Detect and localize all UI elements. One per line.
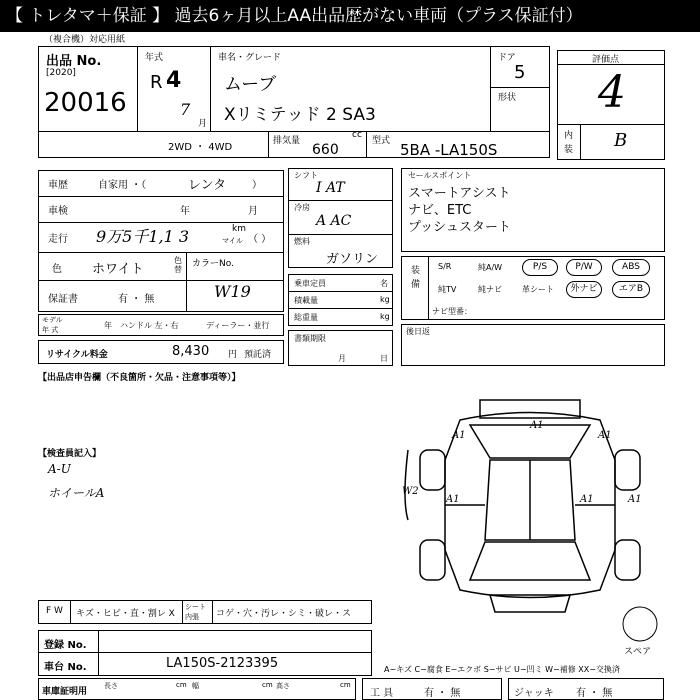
shift-value: I AT: [316, 180, 345, 196]
chassis-value: LA150S-2123395: [166, 656, 279, 671]
displacement-value: 660: [312, 142, 339, 158]
mileage-mile: マイル: [222, 237, 243, 245]
navi-model-label: ナビ型番：: [432, 307, 472, 316]
score-value: 4: [598, 67, 626, 118]
warranty-label: 保証書: [48, 294, 78, 305]
spare-tire-icon: [618, 604, 662, 644]
recycle-unit: 円: [228, 350, 238, 360]
jack-label: ジャッキ: [514, 688, 554, 699]
type-value: 5BA -LA150S: [400, 141, 498, 159]
tools-label: 工 具: [370, 688, 394, 699]
recycle-label: リサイクル料金: [46, 350, 108, 360]
recycle-value: 8,430: [172, 344, 210, 359]
mark-a1-rear-right: A1: [598, 430, 612, 441]
lot-sub: [2020]: [46, 68, 76, 78]
chassis-label: 車台 No.: [44, 662, 87, 673]
rear-right-wheel: [615, 450, 640, 490]
color-no: W19: [214, 282, 251, 301]
shift-label: シフト: [294, 171, 318, 180]
ac-label: 冷房: [294, 203, 310, 212]
cert-length: 長さ: [104, 682, 118, 690]
score-label: 評価点: [592, 55, 620, 65]
inspector-note-2: ホイールA: [48, 486, 105, 500]
doc-deadline-month: 月: [338, 354, 346, 363]
rear-left-wheel: [420, 450, 445, 490]
fuel-value: ガソリン: [326, 252, 379, 267]
front-right-wheel: [615, 540, 640, 580]
weight-unit: kg: [380, 312, 390, 321]
inspection-month: 月: [248, 206, 258, 217]
model-year-label-2: 年 式: [42, 326, 59, 334]
doc-deadline-label: 書類期限: [294, 334, 326, 343]
mileage-km: km: [232, 224, 246, 234]
back-date-block: [401, 324, 665, 366]
interior-score: B: [614, 130, 628, 151]
doc-deadline-day: 日: [380, 354, 388, 363]
shape-label: 形状: [498, 93, 517, 103]
doors-label: ドア: [498, 53, 516, 63]
dealer-type: ディーラー・並行: [206, 321, 270, 330]
mark-a1-rear: A1: [530, 420, 544, 431]
tools-value: 有 ・ 無: [424, 688, 461, 699]
handle-side: ハンドル 左・右: [120, 321, 179, 330]
cert-width: 幅: [192, 682, 199, 690]
equip-ps: P/S: [522, 259, 558, 276]
report-title: 【出品店申告欄（不良箇所・欠品・注意事項等）】: [38, 373, 241, 383]
inspection-year: 年: [180, 206, 190, 217]
history-text: 自家用 ・（: [98, 180, 147, 191]
model-name: ムーブ: [224, 74, 277, 95]
model-year-label: モデル: [42, 316, 63, 324]
windshield-outline: [470, 542, 590, 580]
registration-label: 登録 No.: [44, 640, 87, 651]
inspection-label: 車検: [48, 206, 68, 217]
mark-a1-left-door: A1: [446, 494, 460, 505]
inspector-title: 【検査員記入】: [38, 449, 102, 459]
seat-text: コゲ・穴・汚レ・シミ・破レ・ス: [216, 609, 352, 619]
spare-label: スペア: [624, 647, 652, 657]
garage-cert-label: 車庫証明用: [42, 687, 88, 697]
equip-aw: 純A/W: [478, 263, 503, 272]
color-no-label: カラーNo.: [192, 259, 234, 269]
year-value: 4: [166, 68, 182, 93]
drive-type: 2WD ・ 4WD: [168, 142, 233, 153]
model-grade: Xリミテッド 2 SA3: [224, 105, 376, 125]
cert-length-unit: cm: [176, 681, 187, 689]
color-value: ホワイト: [92, 262, 144, 277]
capacity-unit: 名: [380, 279, 388, 288]
recycle-note: 預託済: [244, 350, 272, 360]
interior-label: 内: [564, 131, 574, 141]
equip-airbag: エアB: [612, 281, 650, 298]
fw-label: F W: [46, 606, 63, 616]
front-left-wheel: [420, 540, 445, 580]
model-year-year: 年: [104, 321, 112, 330]
equip-abs: ABS: [612, 259, 650, 276]
mileage-value: 9万5千1,1 3: [96, 227, 190, 246]
cert-height: 高さ: [276, 682, 290, 690]
equip-tv: 純TV: [438, 285, 457, 294]
equip-ext-navi: 外ナビ: [566, 281, 602, 298]
interior-label-2: 装: [564, 145, 574, 155]
back-date-label: 後日返: [406, 327, 430, 336]
cert-width-unit: cm: [262, 681, 273, 689]
seat-label: シート 内張: [185, 603, 206, 621]
damage-legend: A−キズ C−腐食 E−エクボ S−サビ U−凹ミ W−補修 XX−交換済: [384, 665, 620, 674]
lot-number: 20016: [44, 88, 127, 118]
mileage-label: 走行: [48, 234, 68, 245]
color-label: 色: [52, 264, 62, 275]
equip-leather: 革シート: [522, 285, 554, 294]
inspector-note-1: A-U: [48, 462, 71, 476]
load-label: 積載量: [294, 296, 318, 305]
fw-text: キズ・ヒビ・直・割レ X: [76, 609, 175, 619]
model-label: 車名・グレード: [218, 53, 282, 63]
paper-note: （複合機）対応用紙: [44, 35, 126, 45]
sales-points-label: セールスポイント: [408, 171, 472, 180]
sales-point-2: ナビ、ETC: [408, 203, 472, 218]
sales-point-3: プッシュスタート: [408, 220, 511, 235]
sales-point-1: スマートアシスト: [408, 186, 511, 201]
year-label: 年式: [145, 53, 164, 63]
warranty-value: 有 ・ 無: [118, 294, 155, 305]
load-unit: kg: [380, 295, 390, 304]
ac-value: A AC: [316, 213, 352, 229]
capacity-label: 乗車定員: [294, 279, 326, 288]
year-month: 7: [180, 100, 191, 119]
type-label: 型式: [372, 136, 391, 146]
month-unit: 月: [198, 119, 208, 129]
cert-height-unit: cm: [340, 681, 351, 689]
displacement-unit: cc: [352, 130, 362, 140]
doors-value: 5: [514, 62, 526, 83]
equip-navi: 純ナビ: [478, 285, 502, 294]
weight-label: 総重量: [294, 313, 318, 322]
history-value: レンタ: [188, 178, 227, 193]
banner: 【 トレタマ＋保証 】 過去6ヶ月以上AA出品歴がない車両（プラス保証付）: [0, 0, 700, 32]
year-era: R: [150, 72, 163, 93]
mark-a1-right: A1: [628, 494, 642, 505]
left-side-mark: [405, 450, 408, 520]
displacement-label: 排気量: [273, 136, 301, 146]
mileage-paren: （ ）: [248, 234, 272, 245]
mark-a1-right-door: A1: [580, 494, 594, 505]
mark-a1-rear-left: A1: [452, 430, 466, 441]
history-label: 車歴: [48, 180, 68, 191]
rear-bumper-outline: [480, 400, 580, 418]
mark-w2-left: W2: [402, 486, 419, 497]
color-change: 色替: [174, 256, 182, 274]
lot-label: 出品 No.: [46, 54, 102, 69]
history-close: ）: [252, 180, 262, 191]
car-diagram: [400, 390, 660, 614]
equip-sr: S/R: [438, 262, 452, 271]
jack-value: 有 ・ 無: [576, 688, 613, 699]
equip-pw: P/W: [566, 259, 602, 276]
fuel-label: 燃料: [294, 237, 310, 246]
equipment-label: 装備: [411, 266, 421, 290]
